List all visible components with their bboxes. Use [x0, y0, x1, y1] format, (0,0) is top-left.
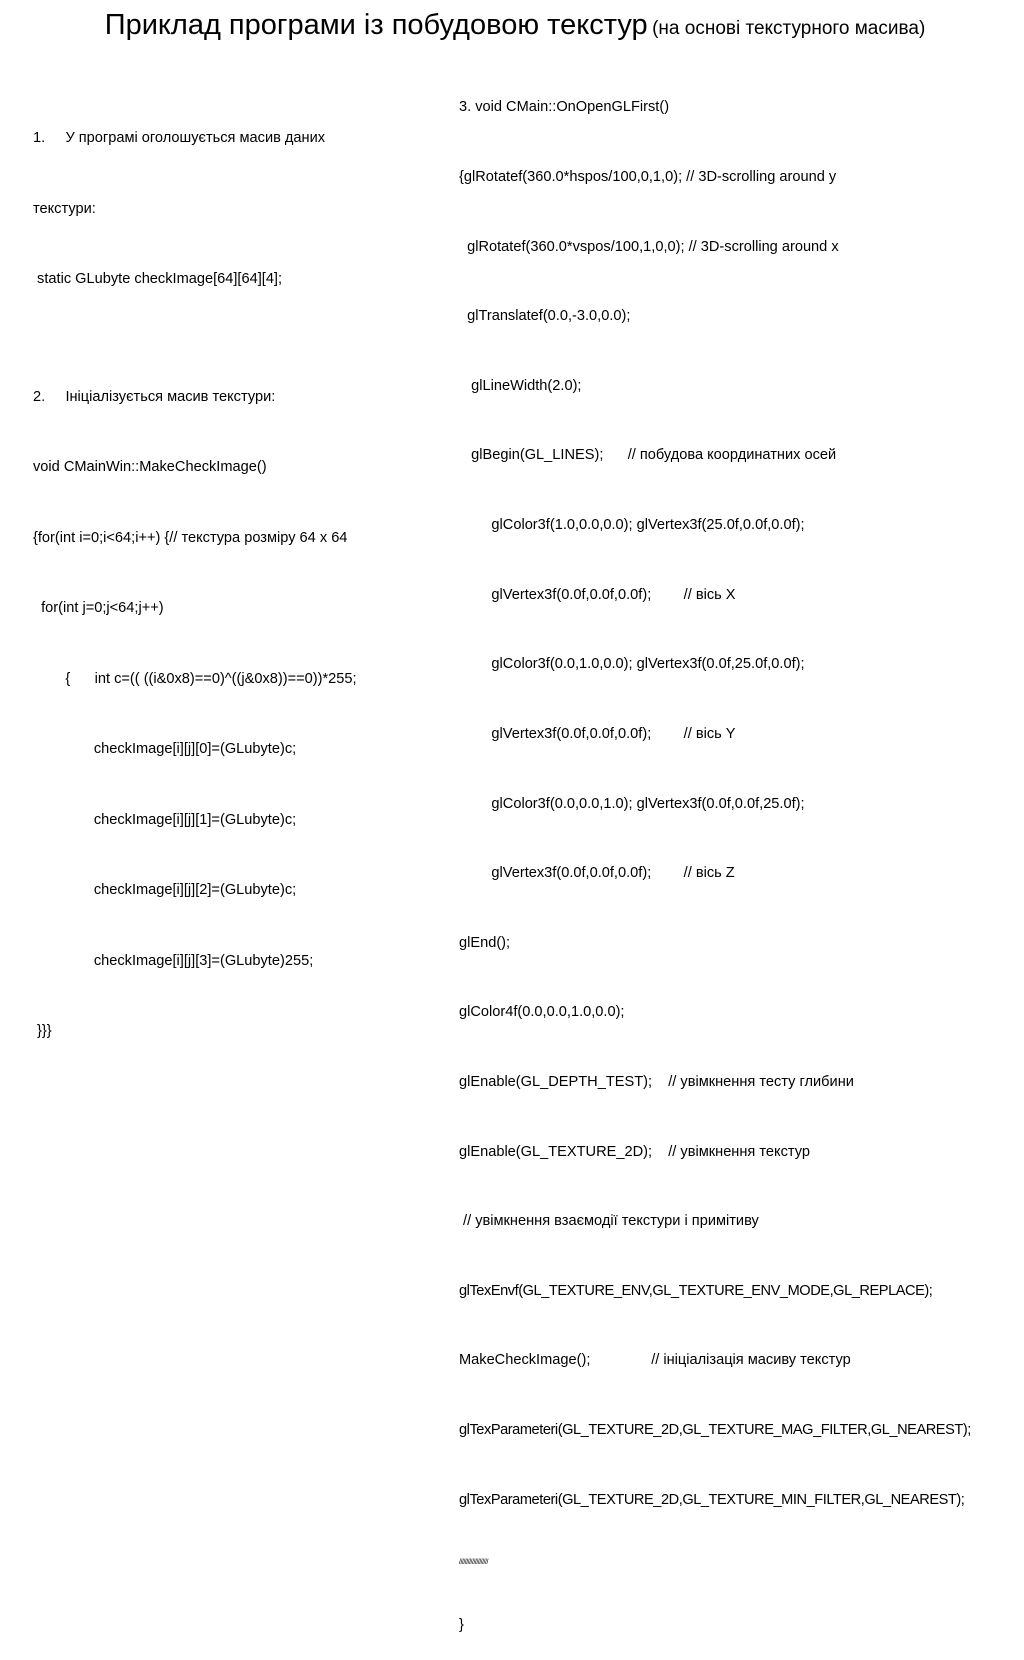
- code-line: текстури:: [33, 200, 96, 217]
- code-line: static GLubyte checkImage[64][64][4];: [33, 271, 283, 287]
- code-line: glVertex3f(0.0f,0.0f,0.0f); // вісь Z: [459, 865, 735, 882]
- code-line: ////////////////////: [459, 1559, 488, 1567]
- code-line: // увімкнення взаємодії текстури і примітиву: [459, 1213, 759, 1230]
- code-line: glRotatef(360.0*vspos/100,1,0,0); // 3D-scrolling around x: [459, 238, 839, 255]
- code-line: glTexEnvf(GL_TEXTURE_ENV,GL_TEXTURE_ENV_MODE,GL_REPLACE);: [459, 1282, 933, 1299]
- code-line: glTranslatef(0.0,-3.0,0.0);: [459, 308, 631, 325]
- slide-title: [20, 6, 1010, 49]
- code-line: MakeCheckImage(); // ініціалізація масиву текстур: [459, 1352, 851, 1369]
- code-line: 1. У програмі оголошується масив даних: [33, 130, 326, 146]
- code-line: checkImage[i][j][0]=(GLubyte)c;: [33, 741, 297, 757]
- code-line: void CMainWin::MakeCheckImage(): [33, 459, 267, 475]
- code-line: checkImage[i][j][2]=(GLubyte)c;: [33, 882, 297, 898]
- code-line: {glRotatef(360.0*hspos/100,0,1,0); // 3D-scrolling around y: [459, 169, 837, 186]
- code-line: glVertex3f(0.0f,0.0f,0.0f); // вісь X: [459, 586, 736, 603]
- code-line: 3. void CMain::OnOpenGLFirst(): [459, 99, 670, 116]
- title-main: Приклад програми із побудовою текстур: [104, 9, 648, 41]
- code-line: glColor4f(0.0,0.0,1.0,0.0);: [459, 1004, 625, 1021]
- code-line: glColor3f(0.0,0.0,1.0); glVertex3f(0.0f,0.0f,25.0f);: [459, 795, 805, 812]
- code-line: { int c=(( ((i&0x8)==0)^((j&0x8))==0))*255;: [33, 670, 357, 687]
- code-line: glEnable(GL_TEXTURE_2D); // увімкнення текстур: [459, 1143, 810, 1160]
- code-line: for(int j=0;j<64;j++): [33, 600, 164, 616]
- title-subtitle: (на основі текстурного масива): [652, 18, 926, 39]
- code-line: glEnable(GL_DEPTH_TEST); // увімкнення тесту глибини: [459, 1073, 854, 1090]
- right-code-column: [459, 50, 971, 1660]
- code-line: glBegin(GL_LINES); // побудова координатних осей: [459, 447, 837, 464]
- code-line: glVertex3f(0.0f,0.0f,0.0f); // вісь Y: [459, 725, 736, 742]
- code-line: glTexParameteri(GL_TEXTURE_2D,GL_TEXTURE_MAG_FILTER,GL_NEAREST);: [459, 1421, 971, 1438]
- left-code-column: [33, 80, 357, 1067]
- code-line: checkImage[i][j][3]=(GLubyte)255;: [33, 952, 314, 969]
- code-line: 2. Ініціалізується масив текстури:: [33, 388, 276, 405]
- code-line: glColor3f(0.0,1.0,0.0); glVertex3f(0.0f,25.0f,0.0f);: [459, 656, 805, 673]
- code-line: glEnd();: [459, 934, 511, 951]
- code-line: glColor3f(1.0,0.0,0.0); glVertex3f(25.0f,0.0f,0.0f);: [459, 517, 805, 534]
- code-line: checkImage[i][j][1]=(GLubyte)c;: [33, 811, 297, 828]
- code-line: }: [459, 1616, 464, 1633]
- code-line: glLineWidth(2.0);: [459, 377, 582, 394]
- code-line: glTexParameteri(GL_TEXTURE_2D,GL_TEXTURE_MIN_FILTER,GL_NEAREST);: [459, 1491, 965, 1508]
- code-line: {for(int i=0;i<64;i++) {// текстура розміру 64 х 64: [33, 529, 348, 546]
- code-line: }}}: [33, 1023, 52, 1039]
